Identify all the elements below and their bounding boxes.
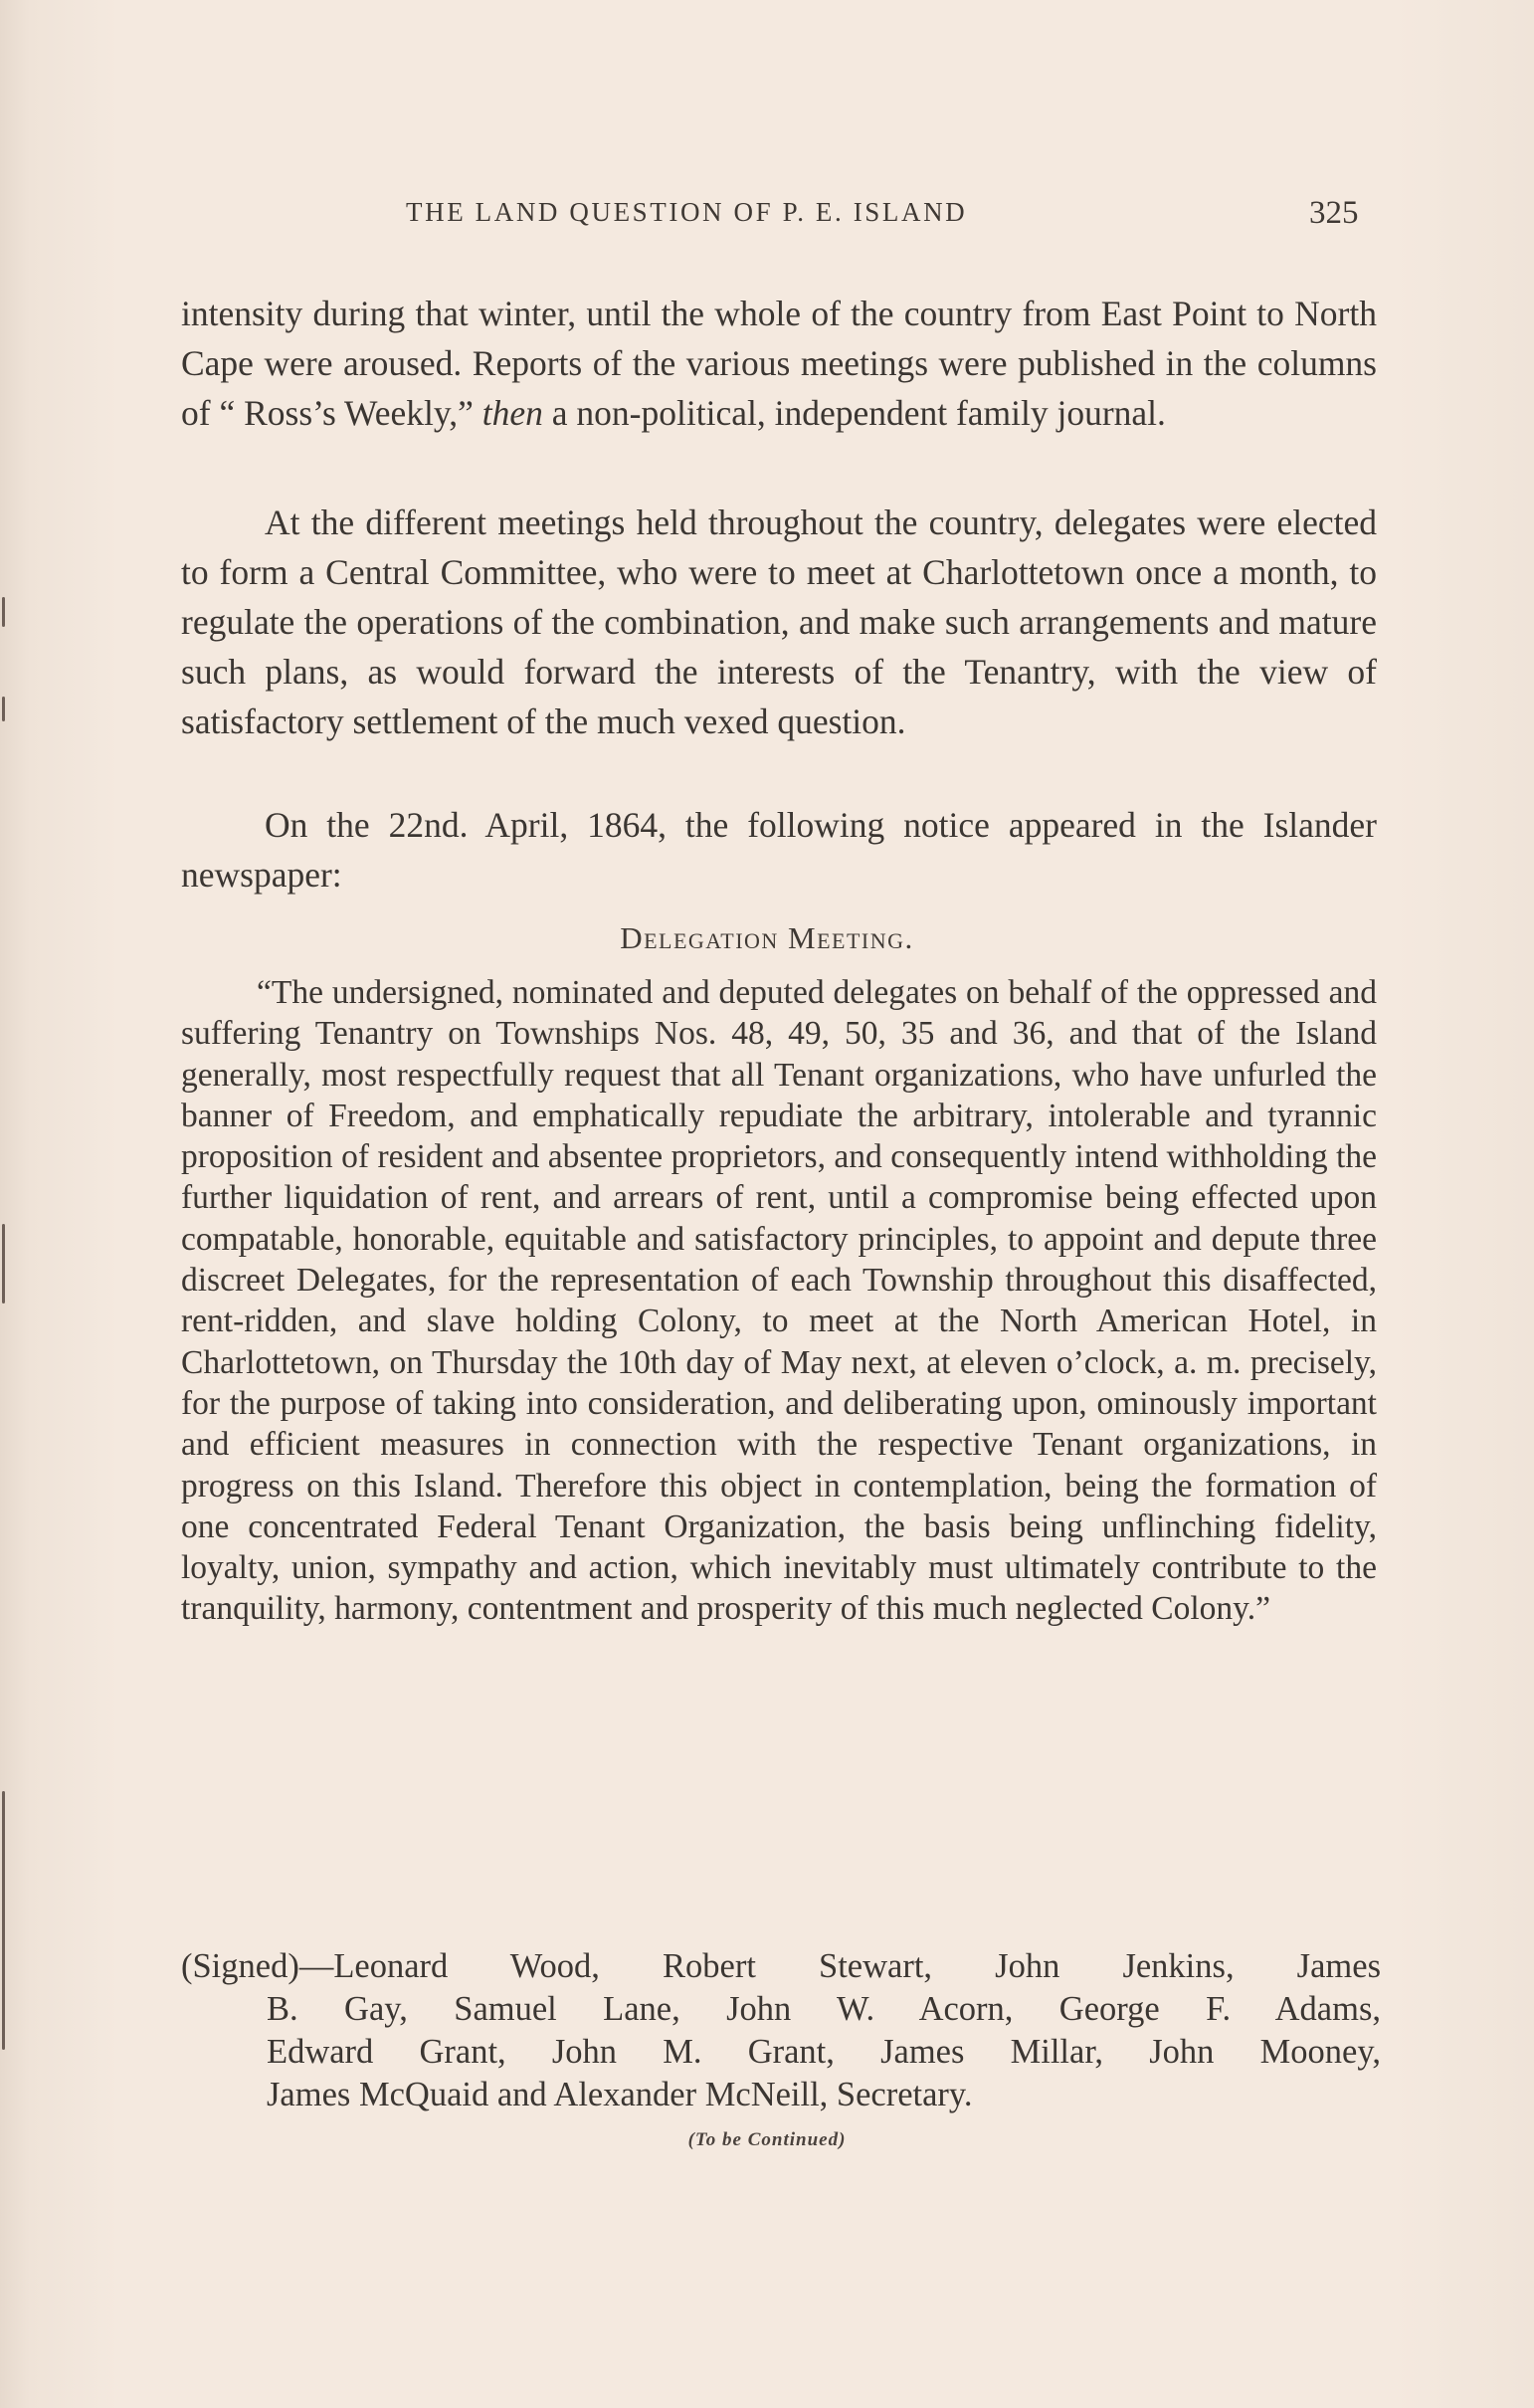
binding-mark [2,1791,5,2050]
to-be-continued: (To be Continued) [687,2129,847,2150]
signed-line-2: B. Gay, Samuel Lane, John W. Acorn, George F. Adams, [267,1990,1381,2028]
notice-title: Delegation Meeting. [620,920,914,955]
signed-line-1: (Signed)—Leonard Wood, Robert Stewart, John Jenkins, James [181,1947,1381,1985]
paragraph-1-tail: a non-political, independent family journal. [542,393,1166,433]
running-head: THE LAND QUESTION OF P. E. ISLAND [406,197,968,227]
paragraph-2: At the different meetings held throughout the country, delegates were elected to form a Central Committee, who were to meet at Charlottetown once a month, to regulate the operations of the combination, and make such arrangements and mature such plans, as would forward the interests of the Tenantry, with the view of satisfactory settlement of the much vexed question. [181,502,1377,741]
notice-text [181,972,1377,1630]
notice-body: “The undersigned, nominated and deputed delegates on behalf of the oppressed and suffering Tenantry on Townships Nos. 48, 49, 50, 35 and 36, and that of the Island generally, most respectfully request that all Tenant organizations, who have unfurled the banner of Freedom, and emphatically repudiate the arbitrary, intolerable and tyrannic proposition of resident and absentee proprietors, and consequently intend withholding the further liquidation of rent, and arrears of rent, until a compromise being effected upon compatable, honorable, equitable and satisfactory principles, to appoint and depute three discreet Delegates, for the representation of each Township throughout this disaffected, rent-ridden, and slave holding Colony, to meet at the North American Hotel, in Charlottetown, on Thursday the 10th day of May next, at eleven o’clock, a. m. precisely, for the purpose of taking into consideration, and deliberating upon, ominously important and efficient measures in connection with the respective Tenant organizations, in progress on this Island. Therefore this object in contemplation, being the formation of one concentrated Federal Tenant Organization, the basis being unflinching fidelity, loyalty, union, sympathy and action, which inevitably must ultimately contribute to the tranquility, harmony, contentment and prosperity of this much neglected Colony.” [181,974,1377,1628]
paragraph-1-lead: intensity during that winter, until the whole of the country from East Point to North Cape were aroused. Reports of the various meetings were published in the columns of “ Ross’s Weekly,” [181,294,1377,433]
binding-mark [2,697,5,721]
signed-line-4: James McQuaid and Alexander McNeill, Secretary. [267,2076,973,2113]
paragraph-1-italic: then [481,393,543,433]
intro-paragraph [181,289,1377,438]
binding-mark [2,1224,5,1304]
notice-intro-paragraph [181,800,1377,900]
page-number: 325 [1309,195,1359,231]
binding-mark [2,597,5,627]
central-committee-paragraph [181,498,1377,746]
signed-line-3: Edward Grant, John M. Grant, James Millar, John Mooney, [267,2033,1381,2071]
signatories [181,1945,1381,2116]
paragraph-3: On the 22nd. April, 1864, the following notice appeared in the Islander newspaper: [181,805,1377,895]
paragraph-1 [181,289,1377,438]
